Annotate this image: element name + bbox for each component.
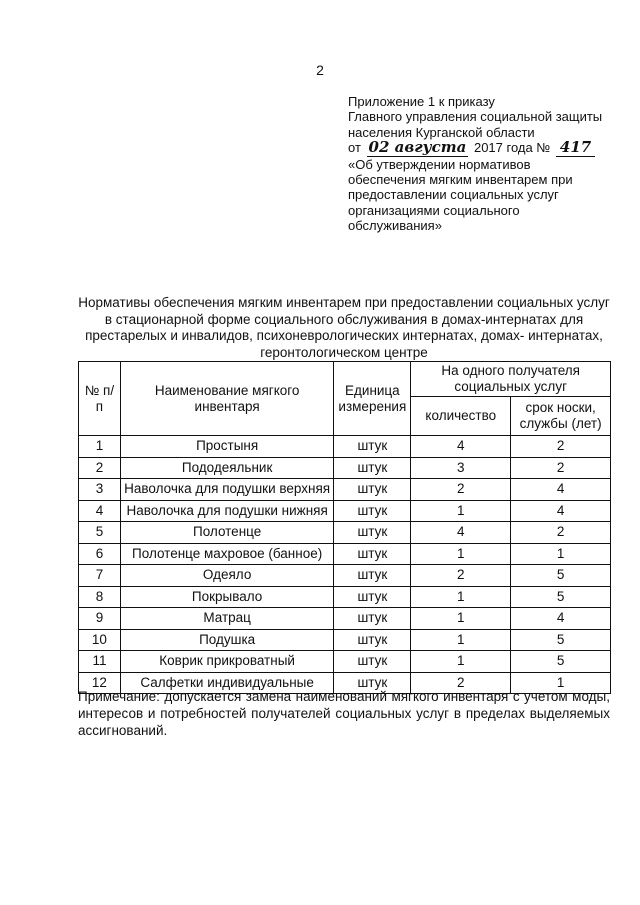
document-title: Нормативы обеспечения мягким инвентарем при предоставлении социальных услуг в стационарной форме социального обслуживания в домах-интернатах для престарелых и инвалидов, психоневрологических интернатах, домах- интернатах, геронтологическом центре	[78, 295, 610, 360]
row-name: Полотенце	[120, 522, 333, 544]
table-row	[79, 543, 611, 565]
row-term: 4	[511, 608, 611, 630]
row-unit: штук	[334, 651, 411, 673]
row-quantity: 1	[411, 651, 511, 673]
row-quantity: 1	[411, 629, 511, 651]
row-number: 1	[79, 436, 121, 458]
appendix-quote-line: обеспечения мягким инвентарем при	[348, 172, 573, 188]
row-quantity: 1	[411, 500, 511, 522]
table-row	[79, 651, 611, 673]
year-text: 2017 года №	[473, 140, 551, 156]
row-number: 12	[79, 672, 121, 694]
row-name: Покрывало	[120, 586, 333, 608]
row-term: 2	[511, 436, 611, 458]
page-number: 2	[316, 62, 324, 78]
row-unit: штук	[334, 586, 411, 608]
row-number: 10	[79, 629, 121, 651]
row-number: 7	[79, 565, 121, 587]
row-term: 2	[511, 522, 611, 544]
row-number: 3	[79, 479, 121, 501]
row-name: Пододеяльник	[120, 457, 333, 479]
appendix-line: населения Курганской области	[348, 124, 535, 140]
row-quantity: 1	[411, 608, 511, 630]
handwritten-date: 02 августа	[368, 138, 467, 157]
row-quantity: 4	[411, 436, 511, 458]
appendix-quote-line: предоставлении социальных услуг	[348, 187, 559, 203]
row-unit: штук	[334, 522, 411, 544]
row-term: 2	[511, 457, 611, 479]
row-unit: штук	[334, 500, 411, 522]
row-quantity: 1	[411, 543, 511, 565]
row-term: 5	[511, 565, 611, 587]
row-term: 5	[511, 586, 611, 608]
row-quantity: 2	[411, 479, 511, 501]
row-name: Салфетки индивидуальные	[120, 672, 333, 694]
header-term: срок носки, службы (лет)	[511, 397, 611, 436]
appendix-line: Приложение 1 к приказу	[348, 94, 495, 109]
table-row	[79, 608, 611, 630]
row-number: 4	[79, 500, 121, 522]
row-unit: штук	[334, 436, 411, 458]
row-term: 5	[511, 651, 611, 673]
row-number: 6	[79, 543, 121, 565]
header-quantity: количество	[411, 397, 511, 436]
row-number: 8	[79, 586, 121, 608]
row-number: 5	[79, 522, 121, 544]
row-term: 4	[511, 479, 611, 501]
row-quantity: 2	[411, 672, 511, 694]
row-unit: штук	[334, 543, 411, 565]
row-unit: штук	[334, 457, 411, 479]
row-quantity: 3	[411, 457, 511, 479]
row-name: Матрац	[120, 608, 333, 630]
row-name: Коврик прикроватный	[120, 651, 333, 673]
row-number: 9	[79, 608, 121, 630]
date-prefix: от	[348, 140, 361, 156]
row-name: Подушка	[120, 629, 333, 651]
header-unit: Единица измерения	[334, 362, 411, 436]
appendix-quote-line: «Об утверждении нормативов	[348, 156, 531, 172]
table-row	[79, 500, 611, 522]
header-number: № п/п	[79, 362, 121, 436]
table-row	[79, 457, 611, 479]
table-row	[79, 586, 611, 608]
row-quantity: 4	[411, 522, 511, 544]
row-name: Одеяло	[120, 565, 333, 587]
row-unit: штук	[334, 479, 411, 501]
header-per-recipient: На одного получателя социальных услуг	[411, 362, 611, 397]
table-row	[79, 522, 611, 544]
row-term: 4	[511, 500, 611, 522]
row-quantity: 1	[411, 586, 511, 608]
table-row	[79, 565, 611, 587]
row-term: 5	[511, 629, 611, 651]
table-row	[79, 479, 611, 501]
row-term: 1	[511, 543, 611, 565]
row-quantity: 2	[411, 565, 511, 587]
norms-table	[78, 361, 611, 694]
row-unit: штук	[334, 608, 411, 630]
header-name: Наименование мягкого инвентаря	[120, 362, 333, 436]
row-name: Полотенце махровое (банное)	[120, 543, 333, 565]
table-row	[79, 629, 611, 651]
appendix-quote-line: обслуживания»	[348, 218, 442, 234]
appendix-quote-line: организациями социального	[348, 202, 520, 218]
row-unit: штук	[334, 672, 411, 694]
appendix-line: Главного управления социальной защиты	[348, 109, 603, 125]
appendix-header	[348, 94, 628, 234]
row-name: Наволочка для подушки нижняя	[120, 500, 333, 522]
row-name: Простыня	[120, 436, 333, 458]
table-row	[79, 436, 611, 458]
row-number: 2	[79, 457, 121, 479]
row-name: Наволочка для подушки верхняя	[120, 479, 333, 501]
footnote: Примечание: допускается замена наименований мягкого инвентаря с учетом моды, интересов и потребностей получателей социальных услуг в пределах выделяемых ассигнований.	[78, 689, 610, 738]
row-number: 11	[79, 651, 121, 673]
row-unit: штук	[334, 565, 411, 587]
appendix-date-line	[348, 140, 628, 156]
row-term: 1	[511, 672, 611, 694]
row-unit: штук	[334, 629, 411, 651]
handwritten-order-number: 417	[556, 140, 595, 156]
